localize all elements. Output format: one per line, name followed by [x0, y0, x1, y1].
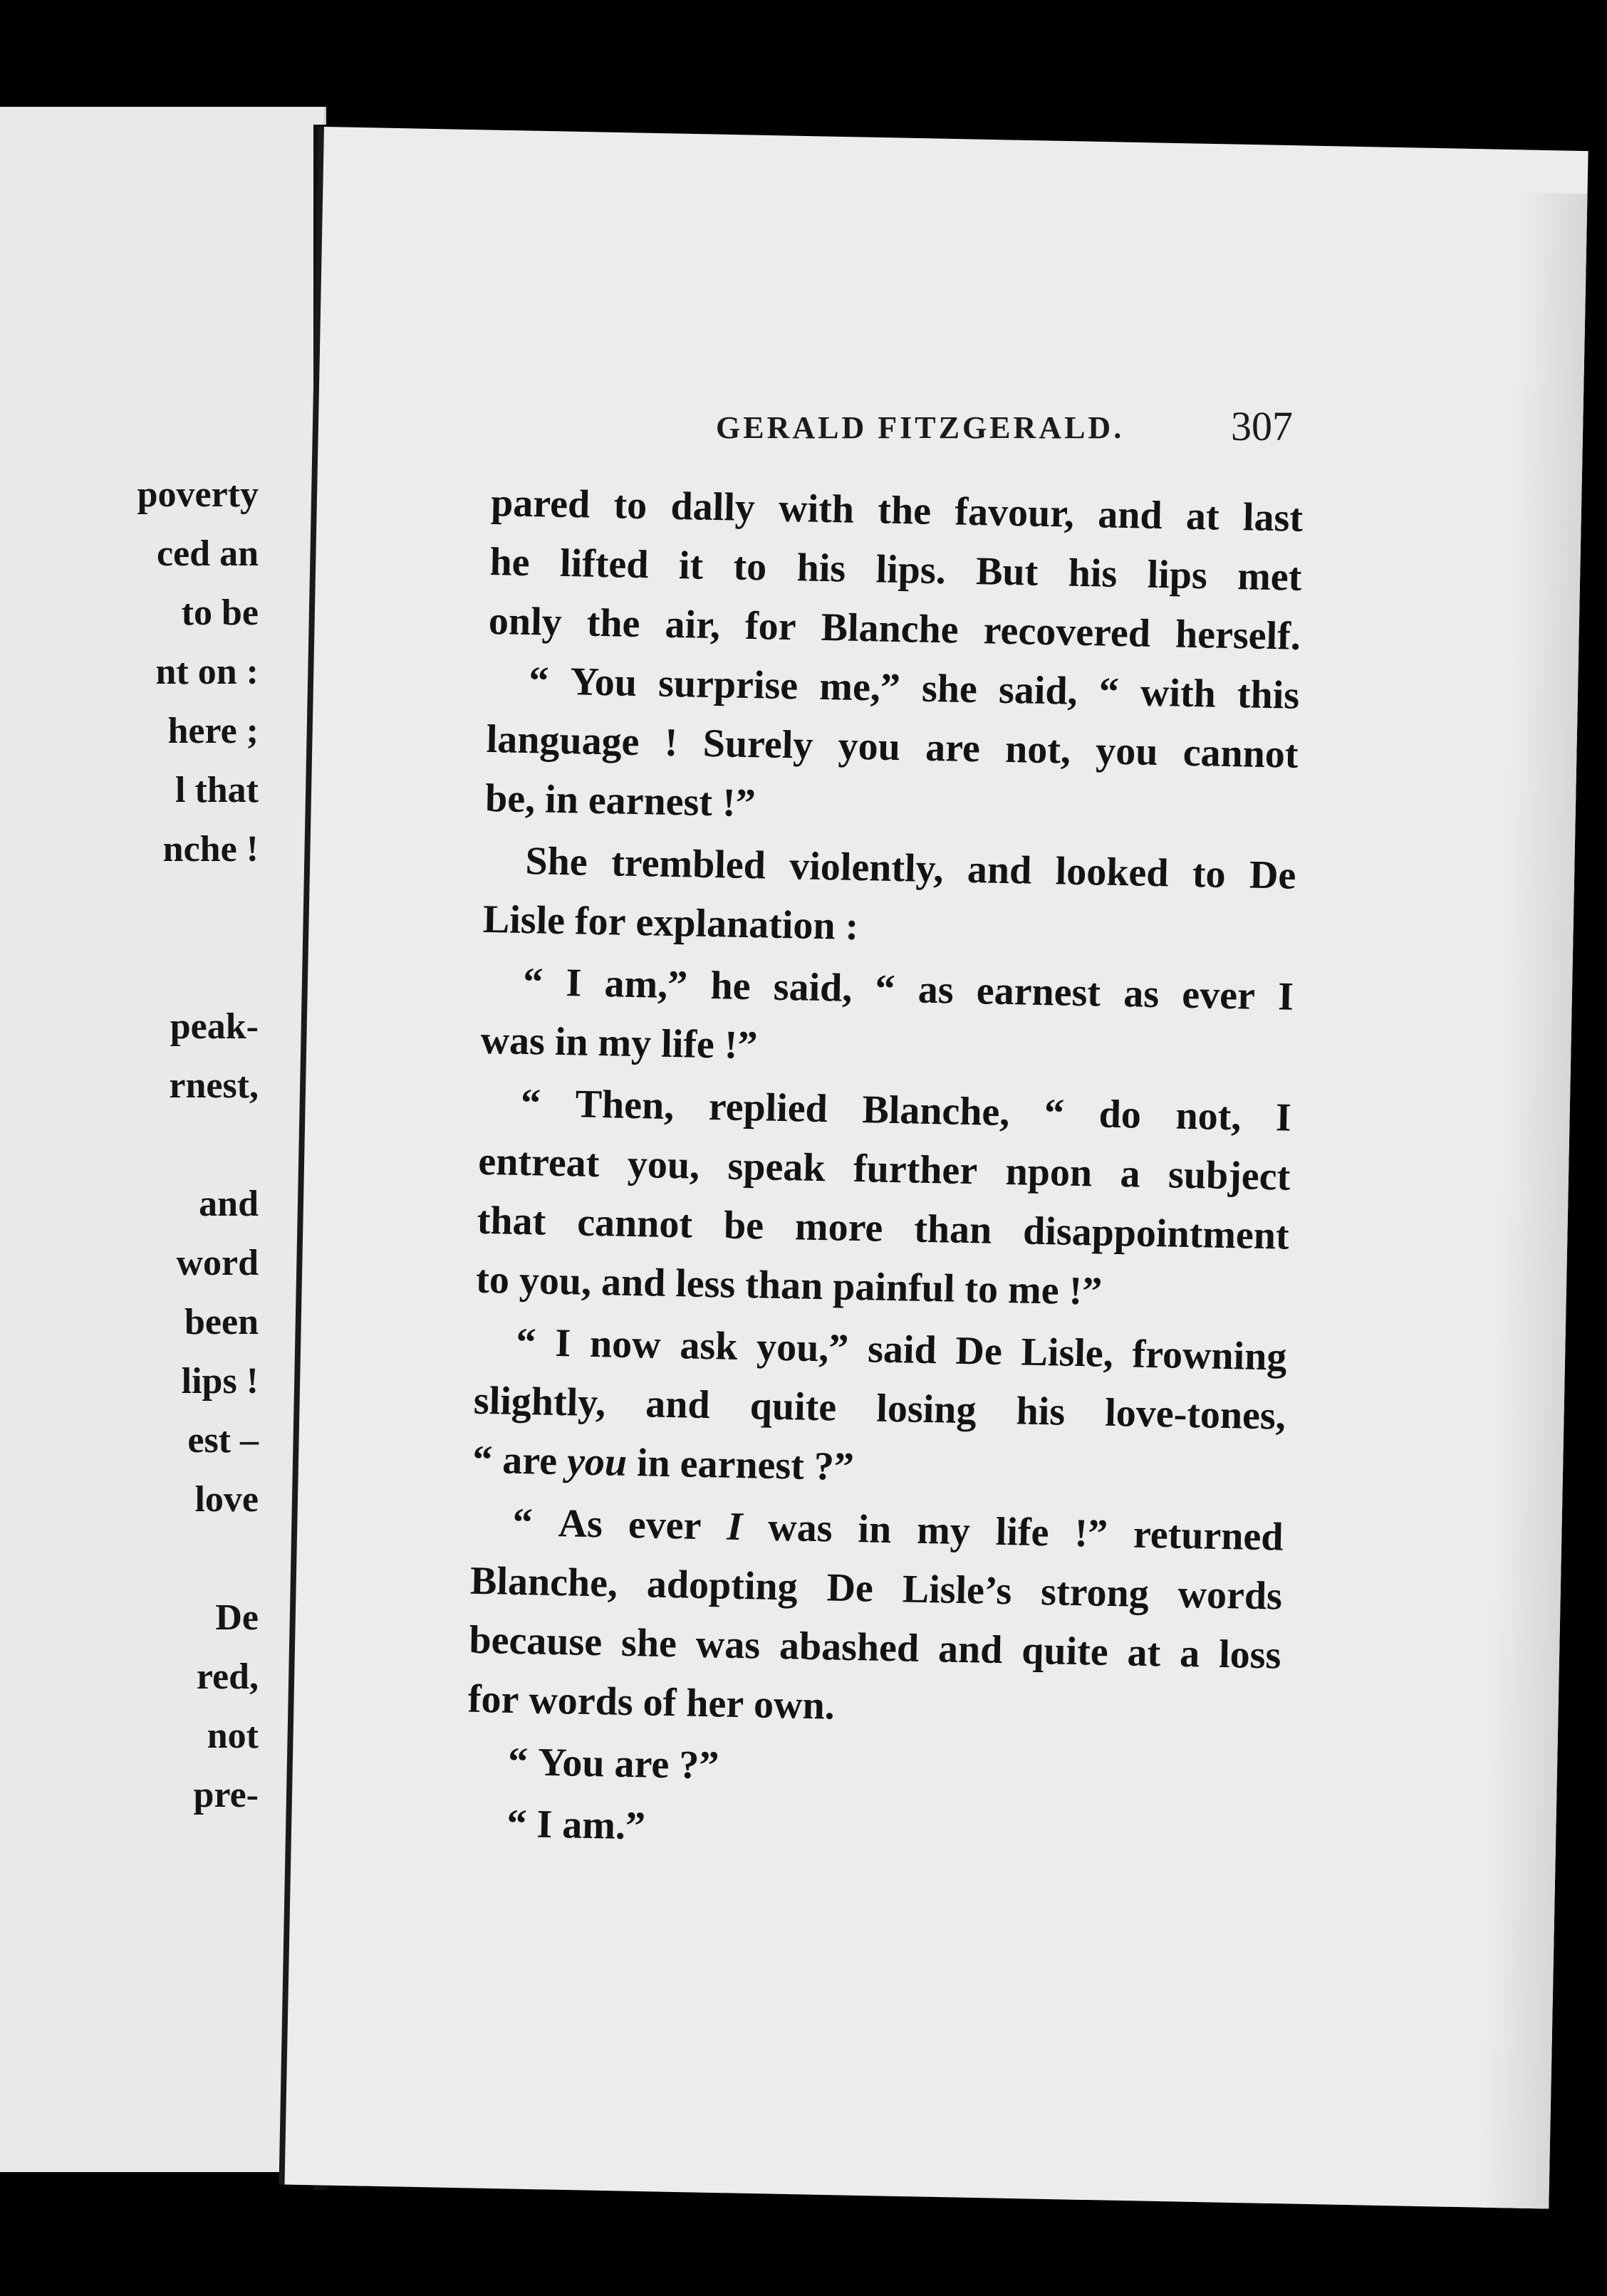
text-line: Lisle for explanation :: [482, 897, 859, 949]
left-page-line: De: [215, 1597, 259, 1638]
left-page-line: lips !: [181, 1361, 259, 1402]
text-line: he lifted it to his lips. But his lips met: [489, 539, 1302, 600]
running-head: GERALD FITZGERALD.: [716, 410, 1125, 445]
left-page-line: here ;: [167, 711, 259, 751]
text-line: because she was abashed and quite at a loss: [468, 1617, 1281, 1678]
text-line: entreat you, speak further npon a subject: [477, 1139, 1291, 1199]
text-line: was in my life !”: [480, 1018, 759, 1068]
text-line: “ I am.”: [506, 1801, 646, 1849]
text-line: pared to dally with the favour, and at last: [490, 480, 1304, 541]
text-line: She trembled violently, and looked to De: [524, 839, 1296, 898]
left-page-line: love: [194, 1479, 259, 1520]
text-line: “ Then, replied Blanche, “ do not, I: [520, 1080, 1292, 1140]
page-body-text: [465, 474, 1304, 1869]
text-line: “ You surprise me,” she said, “ with this: [528, 659, 1300, 718]
page-number: 307: [1231, 403, 1293, 449]
left-page-line: been: [184, 1302, 259, 1342]
text-line: Blanche, adopting De Lisle’s strong words: [469, 1558, 1283, 1619]
text-line: “ I now ask you,” said De Lisle, frowning: [515, 1320, 1287, 1379]
text-line: only the air, for Blanche recovered herself.: [488, 598, 1301, 659]
text-line: slightly, and quite losing his love-tones,: [473, 1378, 1286, 1439]
text-line: to you, and less than painful to me !”: [475, 1257, 1103, 1314]
left-page-line: ced an: [157, 533, 259, 574]
left-page-line: nt on :: [155, 652, 259, 692]
left-page-line: peak-: [170, 1006, 259, 1047]
text-line: that cannot be more than disappointment: [477, 1198, 1290, 1258]
left-page-line: not: [207, 1716, 259, 1756]
left-page-line: l that: [175, 770, 259, 810]
left-page-line: and: [199, 1184, 259, 1224]
text-line: “ As ever I was in my life !” returned: [512, 1500, 1284, 1560]
text-line: be, in earnest !”: [484, 776, 756, 826]
left-page-line: rnest,: [169, 1065, 259, 1106]
text-line: language ! Surely you are not, you cannot: [486, 716, 1299, 777]
left-page-line: nche !: [162, 829, 259, 870]
left-page-line: to be: [181, 593, 259, 633]
left-page-line: poverty: [137, 474, 259, 515]
left-page-line: red,: [196, 1656, 259, 1697]
text-line: “ are you in earnest ?”: [472, 1437, 855, 1490]
previous-page-fragment: [0, 107, 326, 2172]
left-page-line: pre-: [193, 1775, 259, 1815]
text-line: for words of her own.: [467, 1676, 836, 1728]
text-line: “ You are ?”: [507, 1739, 719, 1788]
left-page-line: est –: [187, 1420, 259, 1461]
page-edge-shading: [1481, 192, 1587, 2208]
text-line: “ I am,” he said, “ as earnest as ever I: [522, 959, 1294, 1019]
left-page-line: word: [176, 1243, 259, 1283]
